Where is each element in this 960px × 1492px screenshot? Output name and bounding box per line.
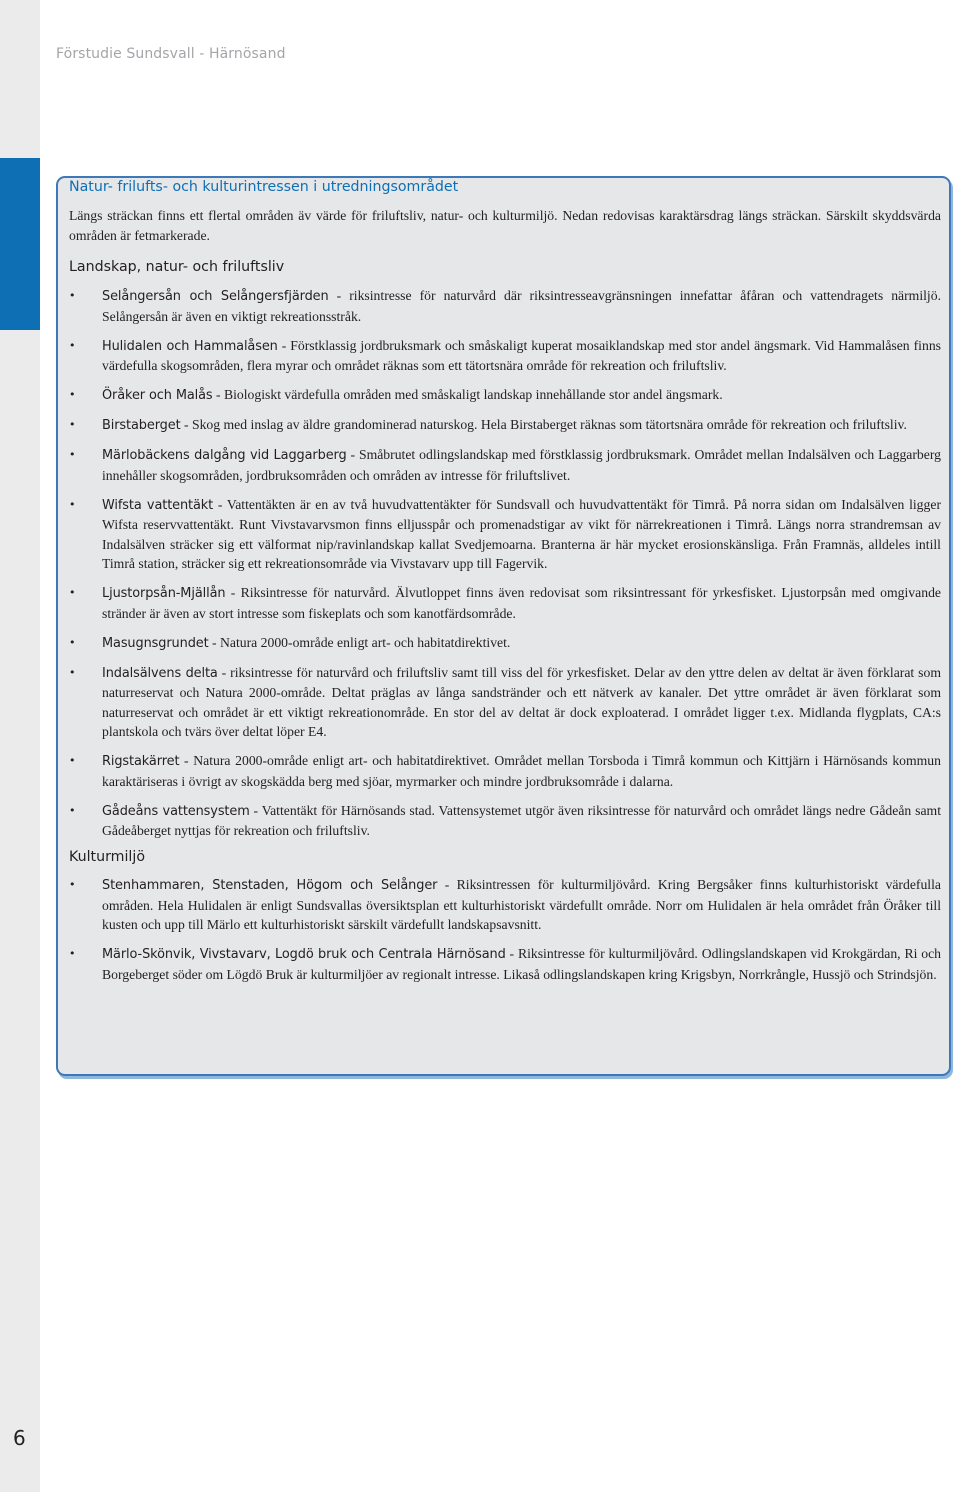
area-name: Indalsälvens delta — [102, 665, 218, 681]
area-description: - Riksintresse för naturvård. Älvutloppet finns även redovisat som riksintressant för yrkesfisket. Ljustorpsån med omgivande stränder är även av stort intresse som fiskeplats och som kanotfärdsområde. — [102, 585, 941, 621]
area-name: Masugnsgrundet — [102, 635, 209, 651]
list-item — [69, 663, 941, 742]
area-name: Wifsta vattentäkt — [102, 497, 214, 513]
list-item — [69, 944, 941, 984]
box-title: Natur- frilufts- och kulturintressen i utredningsområdet — [69, 179, 459, 195]
area-description: - Vattentäkt för Härnösands stad. Vattensystemet utgör även riksintresse för naturvård och området längs nedre Gådeån samt Gådeåberget nyttjas för rekreation och friluftsliv. — [102, 802, 941, 838]
bullet-icon: • — [69, 665, 76, 679]
bullet-icon: • — [69, 878, 76, 891]
chapter-tab-marker — [0, 158, 40, 330]
area-name: Märlobäckens dalgång vid Laggarberg — [102, 448, 347, 463]
nature-interest-list — [69, 286, 941, 850]
interest-summary-box — [56, 176, 951, 1076]
area-description: - Biologiskt värdefulla områden med småskaligt landskap innehållande stor andel ängsmark. — [212, 387, 723, 402]
list-item — [69, 415, 941, 436]
area-description: - Vattentäkten är en av två huvudvattentäkter för Sundsvall och huvudvattentäkt för Timrå. På norra sidan om Indalsälven ligger Wifsta reservvattentäkt. Runt Vivstavarvsmon finns elljusspår och promenadstigar av vikt för närrekreationen i Timrå. Längs norra strandremsan av Indalsälven sträcker sig ett välformat nip/ravinlandskap kallat Svedjemoarna. Branterna är här mycket erosionskänsliga. Från Framnäs, alldeles intill Timrå station, sträcker sig ett rekreationsområde via Vivstavarv upp till Fagervik. — [102, 496, 942, 571]
section-heading-culture: Kulturmiljö — [69, 849, 145, 865]
area-description: - riksintresse för naturvård och friluftsliv samt till viss del för yrkesfisket. Delar av den yttre delen av deltat är även förklarat som naturreservat och Natura 2000-område. Deltat präglas av långa sandstränder och ett nätverk av kanaler. Det yttre området är även förklarat som naturreservat och området är ett viktigt rekreationområde. En stor del av deltat är dock exploaterad. I området ligger t.ex. Midlanda flygplats, CA:s plantskola och tvärs över deltat löper E4. — [102, 664, 941, 739]
area-description: - Småbrutet odlingslandskap med förstklassig jordbruksmark. Området mellan Indalsälven och Laggarberg innehåller skogsområden, jordbruksområden och områden av intresse för friluftslivet. — [102, 447, 941, 483]
bullet-icon: • — [69, 803, 76, 817]
area-name: Stenhammaren, Stenstaden, Högom och Selånger — [102, 878, 438, 893]
area-name: Öråker och Malås — [102, 388, 213, 403]
page-number: 6 — [13, 1426, 26, 1450]
area-name: Birstaberget — [102, 418, 181, 433]
bullet-icon: • — [69, 338, 76, 352]
list-item — [69, 286, 941, 326]
bullet-icon: • — [69, 448, 76, 461]
area-description: - Förstklassig jordbruksmark och småskaligt kuperat mosaiklandskap med stor andel ängsmark. Vid Hammalåsen finns värdefulla skogsområden, flera myrar och området räknas som ett tätortsnära område för rekreation och friluftsliv. — [102, 337, 941, 373]
area-description: - Skog med inslag av äldre grandominerad naturskog. Hela Birstaberget räknas som tätortsnära område för rekreation och friluftsliv. — [180, 417, 907, 432]
area-name: Ljustorpsån-Mjällån — [102, 586, 226, 601]
area-name: Gådeåns vattensystem — [102, 803, 250, 819]
bullet-icon: • — [69, 586, 76, 599]
list-item — [69, 495, 941, 574]
area-name: Märlo-Skönvik, Vivstavarv, Logdö bruk och Centrala Härnösand — [102, 947, 506, 962]
bullet-icon: • — [69, 497, 76, 511]
bullet-icon: • — [69, 635, 76, 649]
list-item — [69, 336, 941, 376]
bullet-icon: • — [69, 388, 76, 401]
intro-paragraph: Längs sträckan finns ett flertal områden äv värde för friluftsliv, natur- och kulturmiljö. Nedan redovisas karaktärsdrag längs sträckan. Särskilt skyddsvärda områden är fetmarkerade. — [69, 208, 941, 243]
bullet-icon: • — [69, 947, 76, 960]
area-description: - riksintresse för naturvård där riksintresseavgränsningen innefattar åfåran och vattendragets närmiljö. Selångersån är även en viktigt rekreationsstråk. — [102, 288, 941, 324]
list-item — [69, 801, 941, 841]
running-header: Förstudie Sundsvall - Härnösand — [56, 46, 286, 62]
list-item — [69, 385, 941, 406]
bullet-icon: • — [69, 418, 76, 431]
section-heading-nature: Landskap, natur- och friluftsliv — [69, 259, 285, 275]
list-item — [69, 445, 941, 485]
bullet-icon: • — [69, 754, 76, 767]
list-item — [69, 583, 941, 623]
area-description: - Natura 2000-område enligt art- och habitatdirektivet. — [208, 634, 511, 650]
area-description: - Riksintressen för kulturmiljövård. Kring Bergsåker finns kulturhistoriskt värdefulla områden. Hela Hulidalen är enligt Sundsvallas översiktsplan ett kulturhistoriskt värdefullt område. Norr om Hulidalen är hela området från Öråker till kusten och upp till Märlo ett kulturhistoriskt särskilt värdefullt landskapsavsnitt. — [102, 877, 941, 932]
list-item — [69, 875, 941, 935]
list-item — [69, 751, 941, 791]
bullet-icon: • — [69, 289, 76, 302]
area-description: - Natura 2000-område enligt art- och habitatdirektivet. Området mellan Torsboda i Timrå kommun och Kittjärn i Härnösands kommun karaktäriseras i övrigt av skogskädda berg med sjöar, myrmarker och mindre jordbruksområde i dalarna. — [102, 753, 941, 789]
culture-interest-list — [69, 875, 941, 994]
area-name: Hulidalen och Hammalåsen — [102, 338, 278, 354]
list-item — [69, 633, 941, 654]
area-name: Selångersån och Selångersfjärden — [102, 289, 329, 304]
area-name: Rigstakärret — [102, 754, 180, 769]
area-description: - Riksintresse för kulturmiljövård. Odlingslandskapen vid Krokgärdan, Ri och Borgeberget söder om Lögdö Bruk är kulturmiljöer av regionalt intresse. Likaså odlingslandskapen kring Krigsbyn, Norrkrångle, Hussjö och Strindsjön. — [102, 946, 941, 982]
